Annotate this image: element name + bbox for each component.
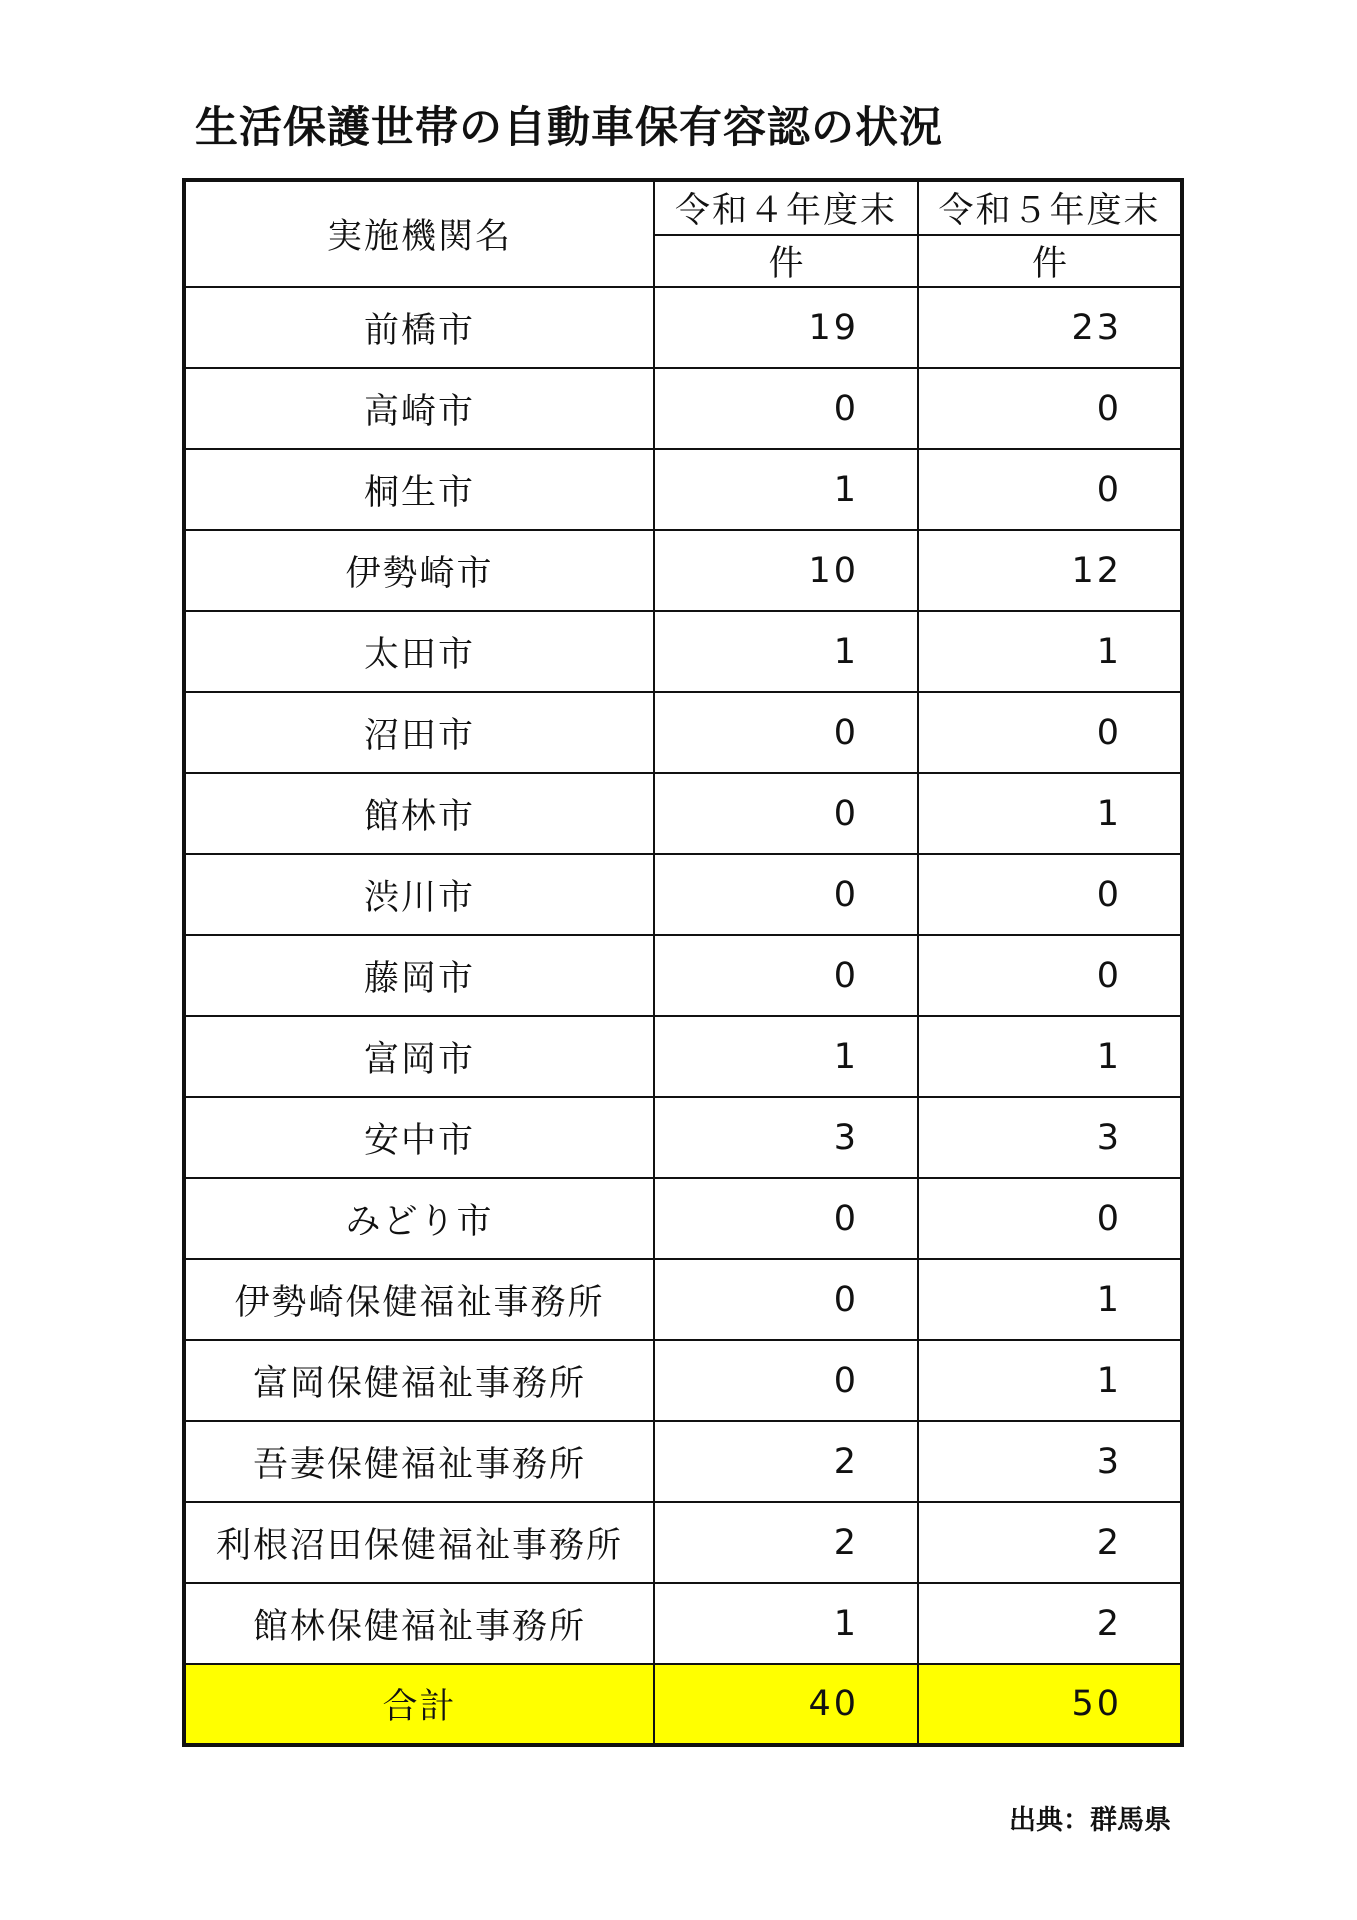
table-row: [184, 287, 1182, 368]
header-year-r5: 令和５年度末: [918, 180, 1182, 235]
institution-name: 館林保健福祉事務所: [184, 1583, 654, 1664]
count-r4: 0: [654, 935, 918, 1016]
source-note: 出典：群馬県: [1009, 1805, 1171, 1836]
table-row: [184, 449, 1182, 530]
count-r4: 0: [654, 773, 918, 854]
institution-name: 利根沼田保健福祉事務所: [184, 1502, 654, 1583]
count-r4: 1: [654, 1016, 918, 1097]
institution-name: 館林市: [184, 773, 654, 854]
count-r5: 2: [918, 1583, 1182, 1664]
count-r5: 1: [918, 611, 1182, 692]
count-r5: 1: [918, 773, 1182, 854]
count-r4: 0: [654, 692, 918, 773]
table-row: [184, 935, 1182, 1016]
header-unit-r4: 件: [654, 235, 918, 287]
count-r5: 0: [918, 368, 1182, 449]
count-r4: 19: [654, 287, 918, 368]
vehicle-ownership-table: [182, 178, 1184, 1747]
institution-name: みどり市: [184, 1178, 654, 1259]
count-r5: 3: [918, 1097, 1182, 1178]
header-year-r4: 令和４年度末: [654, 180, 918, 235]
institution-name: 藤岡市: [184, 935, 654, 1016]
total-r4: 40: [654, 1664, 918, 1745]
count-r5: 0: [918, 935, 1182, 1016]
institution-name: 沼田市: [184, 692, 654, 773]
institution-name: 太田市: [184, 611, 654, 692]
count-r4: 0: [654, 1178, 918, 1259]
table-row: [184, 692, 1182, 773]
count-r4: 0: [654, 1259, 918, 1340]
table-row: [184, 611, 1182, 692]
total-label: 合計: [184, 1664, 654, 1745]
count-r4: 1: [654, 1583, 918, 1664]
total-row: [184, 1664, 1182, 1745]
count-r4: 2: [654, 1421, 918, 1502]
count-r5: 0: [918, 1178, 1182, 1259]
institution-name: 渋川市: [184, 854, 654, 935]
table-row: [184, 1583, 1182, 1664]
header-unit-r5: 件: [918, 235, 1182, 287]
institution-name: 前橋市: [184, 287, 654, 368]
header-institution-name: 実施機関名: [184, 180, 654, 287]
table-row: [184, 1502, 1182, 1583]
institution-name: 安中市: [184, 1097, 654, 1178]
table-row: [184, 1178, 1182, 1259]
table-row: [184, 854, 1182, 935]
institution-name: 富岡保健福祉事務所: [184, 1340, 654, 1421]
institution-name: 吾妻保健福祉事務所: [184, 1421, 654, 1502]
table-row: [184, 1259, 1182, 1340]
table-row: [184, 1016, 1182, 1097]
count-r4: 0: [654, 854, 918, 935]
count-r5: 1: [918, 1016, 1182, 1097]
institution-name: 高崎市: [184, 368, 654, 449]
institution-name: 富岡市: [184, 1016, 654, 1097]
institution-name: 伊勢崎保健福祉事務所: [184, 1259, 654, 1340]
page-title: 生活保護世帯の自動車保有容認の状況: [195, 103, 943, 153]
count-r5: 1: [918, 1259, 1182, 1340]
count-r5: 0: [918, 854, 1182, 935]
table-row: [184, 1340, 1182, 1421]
table-row: [184, 368, 1182, 449]
count-r5: 12: [918, 530, 1182, 611]
count-r4: 10: [654, 530, 918, 611]
table-row: [184, 1097, 1182, 1178]
count-r5: 3: [918, 1421, 1182, 1502]
institution-name: 伊勢崎市: [184, 530, 654, 611]
count-r5: 0: [918, 692, 1182, 773]
count-r4: 1: [654, 611, 918, 692]
count-r5: 23: [918, 287, 1182, 368]
count-r5: 2: [918, 1502, 1182, 1583]
institution-name: 桐生市: [184, 449, 654, 530]
count-r4: 0: [654, 1340, 918, 1421]
count-r5: 0: [918, 449, 1182, 530]
count-r4: 2: [654, 1502, 918, 1583]
table-row: [184, 773, 1182, 854]
table-row: [184, 530, 1182, 611]
count-r5: 1: [918, 1340, 1182, 1421]
table-row: [184, 1421, 1182, 1502]
count-r4: 1: [654, 449, 918, 530]
count-r4: 3: [654, 1097, 918, 1178]
total-r5: 50: [918, 1664, 1182, 1745]
count-r4: 0: [654, 368, 918, 449]
